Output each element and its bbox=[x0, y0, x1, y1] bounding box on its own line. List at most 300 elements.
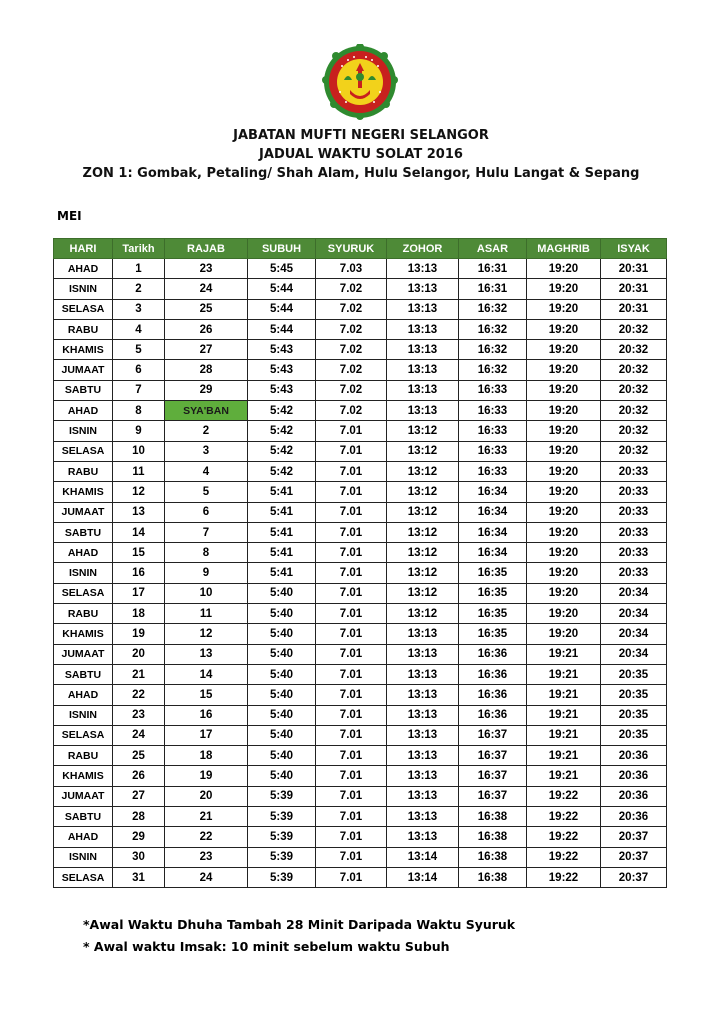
table-row bbox=[54, 725, 667, 745]
table-cell: 16:36 bbox=[459, 644, 527, 664]
table-cell: 13:12 bbox=[387, 604, 459, 624]
table-cell: 7.01 bbox=[316, 624, 387, 644]
table-cell: 20 bbox=[113, 644, 165, 664]
table-cell: 7.01 bbox=[316, 421, 387, 441]
table-cell: 7.01 bbox=[316, 563, 387, 583]
table-cell: 2 bbox=[165, 421, 248, 441]
table-cell: 13:13 bbox=[387, 685, 459, 705]
table-cell: 19:22 bbox=[527, 847, 601, 867]
table-cell: 10 bbox=[113, 441, 165, 461]
table-cell: 16 bbox=[113, 563, 165, 583]
table-cell: 19 bbox=[113, 624, 165, 644]
table-cell: 16:36 bbox=[459, 664, 527, 684]
table-cell: 7.02 bbox=[316, 340, 387, 360]
table-cell: 19:22 bbox=[527, 807, 601, 827]
table-cell: 18 bbox=[165, 746, 248, 766]
table-cell: RABU bbox=[54, 319, 113, 339]
table-cell: 12 bbox=[113, 482, 165, 502]
table-cell: 19:20 bbox=[527, 259, 601, 279]
table-cell: 13 bbox=[113, 502, 165, 522]
table-cell: 13:14 bbox=[387, 867, 459, 887]
table-row bbox=[54, 867, 667, 887]
column-header: SYURUK bbox=[316, 239, 387, 259]
table-cell: 7.01 bbox=[316, 441, 387, 461]
table-cell: 16:31 bbox=[459, 259, 527, 279]
table-cell: 13:13 bbox=[387, 279, 459, 299]
table-cell: 5:39 bbox=[248, 786, 316, 806]
table-cell: 15 bbox=[113, 543, 165, 563]
table-cell: 26 bbox=[165, 319, 248, 339]
table-row bbox=[54, 644, 667, 664]
table-cell: 20:35 bbox=[601, 664, 667, 684]
table-cell: 19:20 bbox=[527, 401, 601, 421]
table-cell: 28 bbox=[165, 360, 248, 380]
table-cell: 19:20 bbox=[527, 279, 601, 299]
table-cell: ISNIN bbox=[54, 705, 113, 725]
table-cell: 13:12 bbox=[387, 441, 459, 461]
table-cell: 7.01 bbox=[316, 644, 387, 664]
table-cell: 19:20 bbox=[527, 340, 601, 360]
table-cell: 7.03 bbox=[316, 259, 387, 279]
table-cell: 5:39 bbox=[248, 827, 316, 847]
table-cell: 7.01 bbox=[316, 583, 387, 603]
table-cell: 20:34 bbox=[601, 644, 667, 664]
table-cell: 19:20 bbox=[527, 604, 601, 624]
table-cell: RABU bbox=[54, 604, 113, 624]
table-cell: 20:31 bbox=[601, 279, 667, 299]
table-cell: AHAD bbox=[54, 543, 113, 563]
table-cell: 13:13 bbox=[387, 299, 459, 319]
table-cell: SABTU bbox=[54, 380, 113, 400]
table-cell: 5:39 bbox=[248, 867, 316, 887]
table-cell: 19:22 bbox=[527, 867, 601, 887]
table-cell: 19:20 bbox=[527, 461, 601, 481]
table-cell: 19:20 bbox=[527, 583, 601, 603]
table-cell: 5:42 bbox=[248, 401, 316, 421]
table-cell: 20:33 bbox=[601, 522, 667, 542]
table-cell: 16:38 bbox=[459, 807, 527, 827]
table-cell: 13 bbox=[165, 644, 248, 664]
table-cell: 13:13 bbox=[387, 746, 459, 766]
zone-subtitle: ZON 1: Gombak, Petaling/ Shah Alam, Hulu Selangor, Hulu Langat & Sepang bbox=[82, 166, 640, 181]
table-row bbox=[54, 543, 667, 563]
table-cell: 13:12 bbox=[387, 563, 459, 583]
table-cell: 16:37 bbox=[459, 766, 527, 786]
table-cell: ISNIN bbox=[54, 421, 113, 441]
table-cell: 16:34 bbox=[459, 543, 527, 563]
table-cell: 4 bbox=[165, 461, 248, 481]
table-cell: 7.02 bbox=[316, 360, 387, 380]
table-cell: JUMAAT bbox=[54, 360, 113, 380]
table-cell: RABU bbox=[54, 461, 113, 481]
table-cell: 16:34 bbox=[459, 482, 527, 502]
table-row bbox=[54, 563, 667, 583]
table-cell: SABTU bbox=[54, 664, 113, 684]
table-cell: 20:32 bbox=[601, 319, 667, 339]
table-cell: 16:32 bbox=[459, 299, 527, 319]
table-cell: 19:21 bbox=[527, 644, 601, 664]
table-cell: 5:40 bbox=[248, 685, 316, 705]
table-cell: 20:36 bbox=[601, 746, 667, 766]
table-cell: 7.01 bbox=[316, 847, 387, 867]
table-cell: 24 bbox=[165, 867, 248, 887]
page-title: JADUAL WAKTU SOLAT 2016 bbox=[259, 147, 463, 162]
table-row bbox=[54, 746, 667, 766]
table-cell: KHAMIS bbox=[54, 624, 113, 644]
table-cell: 14 bbox=[165, 664, 248, 684]
column-header: HARI bbox=[54, 239, 113, 259]
table-cell: 5:41 bbox=[248, 543, 316, 563]
table-cell: 7.01 bbox=[316, 746, 387, 766]
table-cell: 13:13 bbox=[387, 624, 459, 644]
table-cell: 12 bbox=[165, 624, 248, 644]
table-cell: 19:21 bbox=[527, 705, 601, 725]
table-cell: 5:40 bbox=[248, 705, 316, 725]
table-cell: 20:34 bbox=[601, 604, 667, 624]
table-row bbox=[54, 401, 667, 421]
table-cell: AHAD bbox=[54, 401, 113, 421]
column-header: ZOHOR bbox=[387, 239, 459, 259]
table-cell: 20:32 bbox=[601, 401, 667, 421]
table-cell: 16:31 bbox=[459, 279, 527, 299]
table-cell: 13:13 bbox=[387, 340, 459, 360]
table-cell: 5:44 bbox=[248, 319, 316, 339]
table-cell: 19:22 bbox=[527, 827, 601, 847]
table-cell: 13:13 bbox=[387, 807, 459, 827]
table-cell: 13:13 bbox=[387, 401, 459, 421]
table-cell: 20:32 bbox=[601, 421, 667, 441]
table-cell: 25 bbox=[113, 746, 165, 766]
table-cell: 19:20 bbox=[527, 360, 601, 380]
table-cell: 19:20 bbox=[527, 563, 601, 583]
table-cell: 6 bbox=[165, 502, 248, 522]
table-cell: 7.02 bbox=[316, 319, 387, 339]
table-cell: 16:37 bbox=[459, 786, 527, 806]
table-cell: 5:40 bbox=[248, 746, 316, 766]
table-cell: 19:20 bbox=[527, 522, 601, 542]
table-row bbox=[54, 583, 667, 603]
table-cell: 19:21 bbox=[527, 766, 601, 786]
table-cell: SELASA bbox=[54, 725, 113, 745]
table-cell: KHAMIS bbox=[54, 766, 113, 786]
table-row bbox=[54, 461, 667, 481]
table-cell: 7.01 bbox=[316, 725, 387, 745]
table-body bbox=[54, 259, 667, 888]
table-row bbox=[54, 319, 667, 339]
table-cell: 7.01 bbox=[316, 685, 387, 705]
table-cell: AHAD bbox=[54, 827, 113, 847]
table-cell: 20:31 bbox=[601, 299, 667, 319]
table-cell: 5:41 bbox=[248, 522, 316, 542]
table-cell: 5:40 bbox=[248, 604, 316, 624]
table-cell: 19:20 bbox=[527, 319, 601, 339]
table-row bbox=[54, 441, 667, 461]
table-cell: 5:41 bbox=[248, 563, 316, 583]
table-cell: 13:13 bbox=[387, 259, 459, 279]
table-row bbox=[54, 380, 667, 400]
table-cell: 16:33 bbox=[459, 380, 527, 400]
table-cell: 23 bbox=[165, 847, 248, 867]
table-cell: 16:32 bbox=[459, 360, 527, 380]
table-cell: 16:32 bbox=[459, 319, 527, 339]
table-cell: 19:20 bbox=[527, 624, 601, 644]
table-cell: 7.01 bbox=[316, 867, 387, 887]
table-cell: 5:45 bbox=[248, 259, 316, 279]
table-cell: 20:37 bbox=[601, 827, 667, 847]
table-cell: 27 bbox=[165, 340, 248, 360]
table-cell: 16:35 bbox=[459, 563, 527, 583]
table-cell: 15 bbox=[165, 685, 248, 705]
table-cell: SABTU bbox=[54, 522, 113, 542]
table-cell: 17 bbox=[113, 583, 165, 603]
table-row bbox=[54, 604, 667, 624]
table-cell: SABTU bbox=[54, 807, 113, 827]
table-cell: AHAD bbox=[54, 259, 113, 279]
prayer-times-table bbox=[53, 238, 667, 888]
table-cell: 16:32 bbox=[459, 340, 527, 360]
table-cell: 16:36 bbox=[459, 705, 527, 725]
table-row bbox=[54, 299, 667, 319]
table-cell: 5:42 bbox=[248, 461, 316, 481]
table-row bbox=[54, 766, 667, 786]
table-row bbox=[54, 664, 667, 684]
table-cell: 20:36 bbox=[601, 807, 667, 827]
table-row bbox=[54, 522, 667, 542]
table-cell: 6 bbox=[113, 360, 165, 380]
table-row bbox=[54, 360, 667, 380]
column-header: ISYAK bbox=[601, 239, 667, 259]
table-cell: 18 bbox=[113, 604, 165, 624]
table-cell: 16:33 bbox=[459, 461, 527, 481]
table-cell: 5 bbox=[165, 482, 248, 502]
table-cell: 20:35 bbox=[601, 705, 667, 725]
table-cell: 16:38 bbox=[459, 827, 527, 847]
table-cell: 7.02 bbox=[316, 401, 387, 421]
table-cell: 7 bbox=[165, 522, 248, 542]
table-cell: 9 bbox=[165, 563, 248, 583]
table-cell: 13:13 bbox=[387, 319, 459, 339]
table-cell: 23 bbox=[165, 259, 248, 279]
table-cell: 20:35 bbox=[601, 685, 667, 705]
table-row bbox=[54, 340, 667, 360]
table-cell: 16:33 bbox=[459, 421, 527, 441]
table-cell: ISNIN bbox=[54, 847, 113, 867]
table-cell: 7.01 bbox=[316, 482, 387, 502]
table-cell: 26 bbox=[113, 766, 165, 786]
table-cell: 20:31 bbox=[601, 259, 667, 279]
column-header: ASAR bbox=[459, 239, 527, 259]
table-cell: 5:43 bbox=[248, 340, 316, 360]
table-cell: AHAD bbox=[54, 685, 113, 705]
table-cell: 21 bbox=[165, 807, 248, 827]
column-header: MAGHRIB bbox=[527, 239, 601, 259]
column-header: RAJAB bbox=[165, 239, 248, 259]
table-cell: 7.01 bbox=[316, 461, 387, 481]
table-cell: 13:13 bbox=[387, 786, 459, 806]
table-cell: 13:12 bbox=[387, 421, 459, 441]
table-row bbox=[54, 705, 667, 725]
table-cell: 19:20 bbox=[527, 421, 601, 441]
table-cell: 29 bbox=[113, 827, 165, 847]
table-cell: 20:34 bbox=[601, 624, 667, 644]
table-cell: 5:40 bbox=[248, 725, 316, 745]
table-cell: 16:38 bbox=[459, 847, 527, 867]
table-cell: 5:42 bbox=[248, 421, 316, 441]
table-cell: 16:35 bbox=[459, 604, 527, 624]
month-label: MEI bbox=[57, 209, 82, 223]
table-cell: 19:21 bbox=[527, 746, 601, 766]
table-cell: 7.01 bbox=[316, 786, 387, 806]
table-cell: 16:35 bbox=[459, 583, 527, 603]
table-cell: 16:35 bbox=[459, 624, 527, 644]
table-cell: 5:44 bbox=[248, 279, 316, 299]
table-cell: 20:32 bbox=[601, 340, 667, 360]
table-cell: 7.02 bbox=[316, 299, 387, 319]
table-cell: 24 bbox=[165, 279, 248, 299]
table-row bbox=[54, 847, 667, 867]
table-cell: 7.01 bbox=[316, 604, 387, 624]
table-cell: 7.01 bbox=[316, 807, 387, 827]
table-cell: 13:12 bbox=[387, 583, 459, 603]
table-cell: 27 bbox=[113, 786, 165, 806]
table-cell: 7.01 bbox=[316, 705, 387, 725]
table-cell: 11 bbox=[113, 461, 165, 481]
table-cell: 5:41 bbox=[248, 482, 316, 502]
table-cell: 7.02 bbox=[316, 279, 387, 299]
table-row bbox=[54, 827, 667, 847]
table-cell: 2 bbox=[113, 279, 165, 299]
table-cell: 20:32 bbox=[601, 380, 667, 400]
table-cell: 19:20 bbox=[527, 543, 601, 563]
table-cell: 14 bbox=[113, 522, 165, 542]
table-row bbox=[54, 259, 667, 279]
table-cell: 5:40 bbox=[248, 664, 316, 684]
mufti-selangor-seal-icon bbox=[320, 44, 400, 120]
table-cell: 20:37 bbox=[601, 847, 667, 867]
table-cell: 5:44 bbox=[248, 299, 316, 319]
table-cell: 19:21 bbox=[527, 664, 601, 684]
table-cell: 16:33 bbox=[459, 401, 527, 421]
table-cell: 19:20 bbox=[527, 299, 601, 319]
table-cell: 13:12 bbox=[387, 543, 459, 563]
table-cell: 19:21 bbox=[527, 725, 601, 745]
table-cell: 13:13 bbox=[387, 360, 459, 380]
table-cell: 8 bbox=[165, 543, 248, 563]
table-cell: 1 bbox=[113, 259, 165, 279]
table-cell: 22 bbox=[165, 827, 248, 847]
table-cell: 7.01 bbox=[316, 827, 387, 847]
table-row bbox=[54, 786, 667, 806]
table-cell: 5:43 bbox=[248, 360, 316, 380]
table-cell: 20:33 bbox=[601, 543, 667, 563]
column-header: Tarikh bbox=[113, 239, 165, 259]
table-cell: 30 bbox=[113, 847, 165, 867]
table-cell: 5:39 bbox=[248, 807, 316, 827]
table-cell: 7.01 bbox=[316, 543, 387, 563]
table-cell: 20:32 bbox=[601, 441, 667, 461]
table-cell: 4 bbox=[113, 319, 165, 339]
table-cell: 5:39 bbox=[248, 847, 316, 867]
table-cell: 20:32 bbox=[601, 360, 667, 380]
table-cell: 25 bbox=[165, 299, 248, 319]
table-cell: 13:12 bbox=[387, 502, 459, 522]
table-cell: 5:41 bbox=[248, 502, 316, 522]
table-cell: JUMAAT bbox=[54, 502, 113, 522]
table-cell: SELASA bbox=[54, 583, 113, 603]
table-cell: 16:34 bbox=[459, 522, 527, 542]
table-cell: 16:37 bbox=[459, 746, 527, 766]
table-cell: 20:37 bbox=[601, 867, 667, 887]
table-cell: 13:13 bbox=[387, 644, 459, 664]
table-cell: 29 bbox=[165, 380, 248, 400]
table-cell: 13:13 bbox=[387, 380, 459, 400]
table-cell: 16 bbox=[165, 705, 248, 725]
table-cell: 16:34 bbox=[459, 502, 527, 522]
note-imsak: * Awal waktu Imsak: 10 minit sebelum waktu Subuh bbox=[83, 939, 450, 954]
table-cell: 16:36 bbox=[459, 685, 527, 705]
table-cell: SYA'BAN bbox=[165, 401, 248, 421]
table-cell: 7.01 bbox=[316, 664, 387, 684]
table-cell: 31 bbox=[113, 867, 165, 887]
table-cell: 13:13 bbox=[387, 725, 459, 745]
table-cell: 20:33 bbox=[601, 461, 667, 481]
table-cell: 5:40 bbox=[248, 624, 316, 644]
table-cell: 7.01 bbox=[316, 766, 387, 786]
table-cell: 7.02 bbox=[316, 380, 387, 400]
table-row bbox=[54, 685, 667, 705]
table-cell: 5:40 bbox=[248, 583, 316, 603]
table-row bbox=[54, 279, 667, 299]
table-cell: 16:38 bbox=[459, 867, 527, 887]
table-cell: 20:34 bbox=[601, 583, 667, 603]
table-cell: 3 bbox=[165, 441, 248, 461]
table-cell: 19:22 bbox=[527, 786, 601, 806]
table-cell: 5:40 bbox=[248, 766, 316, 786]
table-cell: 7.01 bbox=[316, 502, 387, 522]
table-cell: 20:33 bbox=[601, 563, 667, 583]
table-cell: 16:37 bbox=[459, 725, 527, 745]
table-cell: 20:33 bbox=[601, 482, 667, 502]
table-cell: RABU bbox=[54, 746, 113, 766]
table-cell: 9 bbox=[113, 421, 165, 441]
table-row bbox=[54, 502, 667, 522]
table-cell: 13:14 bbox=[387, 847, 459, 867]
table-cell: 10 bbox=[165, 583, 248, 603]
table-cell: 13:13 bbox=[387, 827, 459, 847]
table-cell: JUMAAT bbox=[54, 786, 113, 806]
table-row bbox=[54, 482, 667, 502]
table-cell: 3 bbox=[113, 299, 165, 319]
table-cell: KHAMIS bbox=[54, 340, 113, 360]
org-title: JABATAN MUFTI NEGERI SELANGOR bbox=[233, 128, 489, 143]
table-cell: 8 bbox=[113, 401, 165, 421]
table-row bbox=[54, 807, 667, 827]
table-cell: 28 bbox=[113, 807, 165, 827]
table-cell: 20:36 bbox=[601, 766, 667, 786]
table-cell: 19:20 bbox=[527, 502, 601, 522]
table-cell: SELASA bbox=[54, 299, 113, 319]
table-cell: 13:13 bbox=[387, 705, 459, 725]
table-cell: 17 bbox=[165, 725, 248, 745]
table-cell: 7.01 bbox=[316, 522, 387, 542]
table-cell: 13:12 bbox=[387, 461, 459, 481]
table-cell: 22 bbox=[113, 685, 165, 705]
table-cell: ISNIN bbox=[54, 563, 113, 583]
table-cell: 13:12 bbox=[387, 482, 459, 502]
table-cell: JUMAAT bbox=[54, 644, 113, 664]
table-cell: 20:36 bbox=[601, 786, 667, 806]
table-cell: SELASA bbox=[54, 867, 113, 887]
